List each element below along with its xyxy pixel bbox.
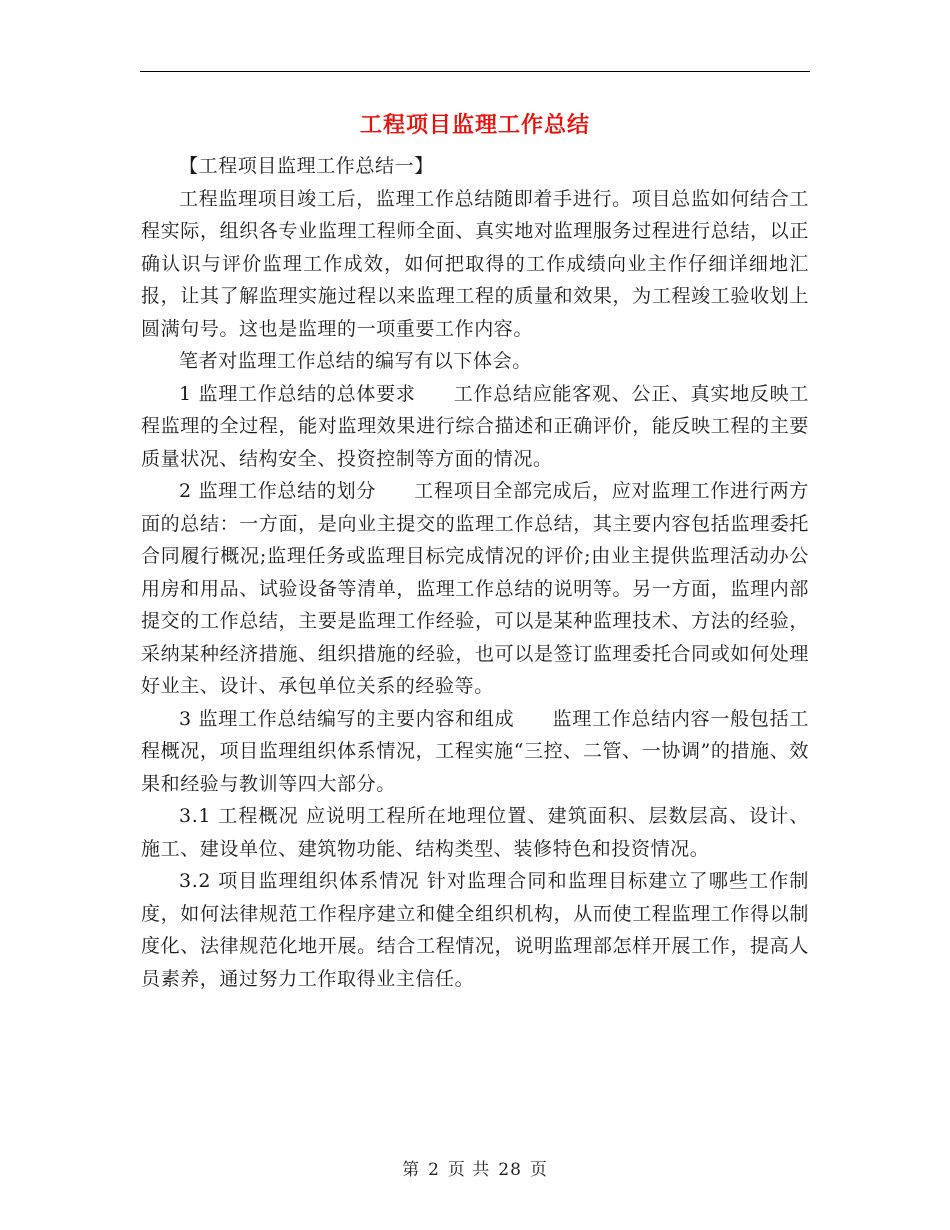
section-heading: 【工程项目监理工作总结一】 <box>179 155 434 177</box>
document-title: 工程项目监理工作总结 <box>359 113 590 138</box>
header-rule <box>140 71 810 72</box>
paragraph-4: 2 监理工作总结的划分 工程项目全部完成后，应对监理工作进行两方面的总结：一方面，是向业主提交的监理工作总结，其主要内容包括监理委托合同履行概况;监理任务或监理目标完成情况的评价;由业主提供监理活动办公用房和用品、试验设备等清单，监理工作总结的说明等。另一方面，监理内部提交的工作总结，主要是监理工作经验，可以是某种监理技术、方法的经验，采纳某种经济措施、组织措施的经验，也可以是签订监理委托合同或如何处理好业主、设计、承包单位关系的经验等。 <box>141 480 809 697</box>
paragraph-4-heading: 2 监理工作总结的划分 <box>179 480 377 502</box>
document-body <box>141 150 809 995</box>
paragraph-2: 笔者对监理工作总结的编写有以下体会。 <box>179 350 532 372</box>
paragraph-7: 3.2 项目监理组织体系情况 针对监理合同和监理目标建立了哪些工作制度，如何法律规范工作程序建立和健全组织机构，从而使工程监理工作得以制度化、法律规范化地开展。结合工程情况，说明监理部怎样开展工作，提高人员素养，通过努力工作取得业主信任。 <box>141 870 809 990</box>
page-footer: 第 2 页 共 28 页 <box>402 1160 548 1180</box>
paragraph-5: 3 监理工作总结编写的主要内容和组成 监理工作总结内容一般包括工程概况，项目监理组织体系情况，工程实施“三控、二管、一协调”的措施、效果和经验与教训等四大部分。 <box>141 707 809 795</box>
paragraph-3: 1 监理工作总结的总体要求 工作总结应能客观、公正、真实地反映工程监理的全过程，能对监理效果进行综合描述和正确评价，能反映工程的主要质量状况、结构安全、投资控制等方面的情况。 <box>141 382 809 470</box>
paragraph-6: 3.1 工程概况 应说明工程所在地理位置、建筑面积、层数层高、设计、施工、建设单位、建筑物功能、结构类型、装修特色和投资情况。 <box>141 805 809 860</box>
current-page: 2 <box>428 1160 440 1180</box>
paragraph-5-heading: 3 监理工作总结编写的主要内容和组成 <box>179 707 515 730</box>
paragraph-1: 工程监理项目竣工后，监理工作总结随即着手进行。项目总监如何结合工程实际，组织各专业监理工程师全面、真实地对监理服务过程进行总结，以正确认识与评价监理工作成效，如何把取得的工作成绩向业主作仔细详细地汇报，让其了解监理实施过程以来监理工程的质量和效果，为工程竣工验收划上圆满句号。这也是监理的一项重要工作内容。 <box>141 187 809 340</box>
total-pages: 28 <box>498 1160 522 1180</box>
paragraph-3-heading: 1 监理工作总结的总体要求 <box>179 382 416 405</box>
